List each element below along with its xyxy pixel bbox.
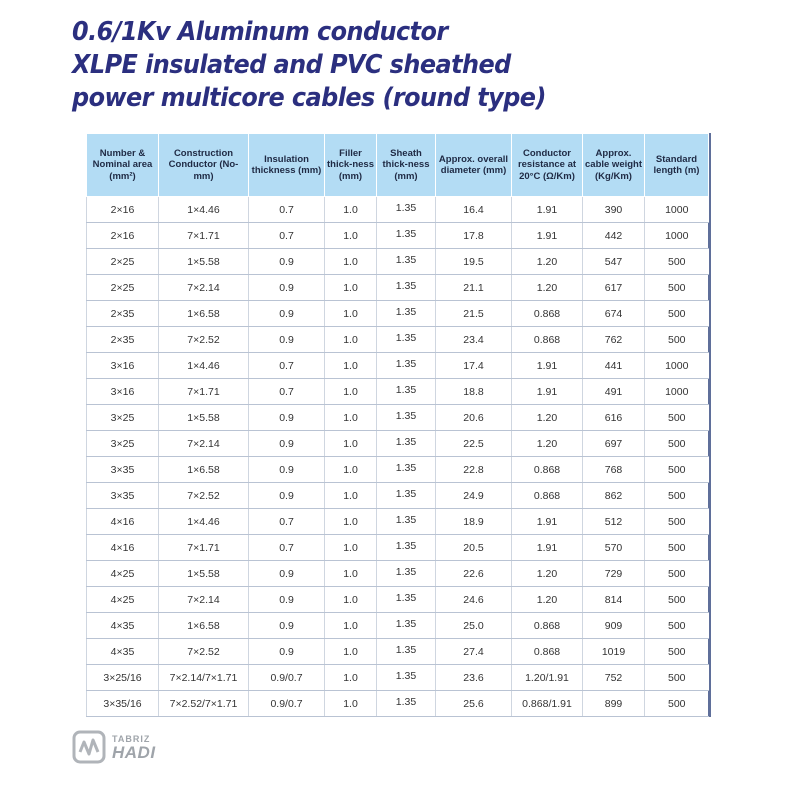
- header-cell: Insulation thickness (mm): [249, 134, 325, 197]
- table-cell: 2×35: [87, 301, 159, 327]
- table-cell: 1.35: [377, 587, 436, 613]
- table-cell: 1.0: [325, 665, 377, 691]
- table-row: [87, 613, 709, 639]
- table-cell: 22.5: [436, 431, 512, 457]
- header-cell: Approx. overall diameter (mm): [436, 134, 512, 197]
- table-cell: 24.9: [436, 483, 512, 509]
- table-cell: 0.9: [249, 431, 325, 457]
- table-cell: 22.6: [436, 561, 512, 587]
- table-cell: 2×25: [87, 249, 159, 275]
- table-cell: 7×2.14: [159, 587, 249, 613]
- table-cell: 1.20: [512, 405, 583, 431]
- table-cell: 1.35: [377, 691, 436, 717]
- table-cell: 1.0: [325, 639, 377, 665]
- table-cell: 3×25: [87, 405, 159, 431]
- table-cell: 697: [583, 431, 645, 457]
- table-row: [87, 587, 709, 613]
- table-cell: 0.9: [249, 249, 325, 275]
- table-cell: 4×25: [87, 561, 159, 587]
- table-cell: 4×16: [87, 535, 159, 561]
- table-cell: 500: [645, 483, 709, 509]
- table-cell: 0.9: [249, 457, 325, 483]
- table-cell: 16.4: [436, 197, 512, 223]
- table-row: [87, 353, 709, 379]
- cable-spec-table: [86, 133, 709, 717]
- table-cell: 7×2.14: [159, 275, 249, 301]
- title-line-2: XLPE insulated and PVC sheathed: [72, 50, 511, 80]
- table-cell: 491: [583, 379, 645, 405]
- table-cell: 0.9: [249, 483, 325, 509]
- table-cell: 500: [645, 457, 709, 483]
- table-cell: 7×2.14/7×1.71: [159, 665, 249, 691]
- table-cell: 1000: [645, 353, 709, 379]
- table-cell: 3×35/16: [87, 691, 159, 717]
- brand-logo: [72, 730, 182, 766]
- header-cell: Approx. cable weight (Kg/Km): [583, 134, 645, 197]
- table-cell: 1.35: [377, 613, 436, 639]
- table-cell: 1×6.58: [159, 457, 249, 483]
- table-cell: 0.868/1.91: [512, 691, 583, 717]
- table-cell: 1.0: [325, 223, 377, 249]
- table-cell: 0.7: [249, 509, 325, 535]
- table-cell: 500: [645, 639, 709, 665]
- table-cell: 500: [645, 509, 709, 535]
- table-cell: 1.20: [512, 249, 583, 275]
- table-cell: 1.0: [325, 405, 377, 431]
- table-cell: 500: [645, 431, 709, 457]
- table-cell: 0.9: [249, 405, 325, 431]
- page-title: [72, 16, 716, 115]
- table-cell: 1.0: [325, 509, 377, 535]
- table-cell: 0.7: [249, 379, 325, 405]
- table-row: [87, 405, 709, 431]
- header-cell: Number & Nominal area (mm²): [87, 134, 159, 197]
- table-cell: 1.91: [512, 223, 583, 249]
- title-line-3: power multicore cables (round type): [72, 83, 546, 113]
- table-cell: 3×25/16: [87, 665, 159, 691]
- header-cell: Construction Conductor (No-mm): [159, 134, 249, 197]
- table-cell: 1.0: [325, 587, 377, 613]
- header-cell: Standard length (m): [645, 134, 709, 197]
- table-cell: 500: [645, 561, 709, 587]
- table-cell: 1×5.58: [159, 561, 249, 587]
- table-cell: 1.35: [377, 249, 436, 275]
- table-cell: 21.5: [436, 301, 512, 327]
- table-cell: 814: [583, 587, 645, 613]
- table-cell: 1.35: [377, 353, 436, 379]
- title-line-1: 0.6/1Kv Aluminum conductor: [72, 17, 448, 47]
- table-cell: 500: [645, 275, 709, 301]
- table-header-row: [87, 134, 709, 197]
- table-cell: 1×4.46: [159, 353, 249, 379]
- table-cell: 1.0: [325, 483, 377, 509]
- table-cell: 18.9: [436, 509, 512, 535]
- table-cell: 1.0: [325, 249, 377, 275]
- cable-spec-table-frame: [86, 133, 711, 717]
- table-cell: 500: [645, 301, 709, 327]
- table-cell: 3×35: [87, 483, 159, 509]
- table-cell: 1×5.58: [159, 249, 249, 275]
- logo-text-top: TABRIZ: [112, 734, 151, 744]
- header-cell: Filler thick-ness (mm): [325, 134, 377, 197]
- table-cell: 1.0: [325, 431, 377, 457]
- table-cell: 1000: [645, 379, 709, 405]
- table-row: [87, 639, 709, 665]
- table-cell: 0.868: [512, 327, 583, 353]
- table-cell: 0.868: [512, 639, 583, 665]
- table-cell: 18.8: [436, 379, 512, 405]
- table-row: [87, 249, 709, 275]
- table-cell: 2×16: [87, 197, 159, 223]
- table-cell: 0.9/0.7: [249, 665, 325, 691]
- table-cell: 752: [583, 665, 645, 691]
- table-cell: 1.35: [377, 535, 436, 561]
- table-cell: 1.35: [377, 639, 436, 665]
- table-row: [87, 197, 709, 223]
- table-cell: 0.9: [249, 327, 325, 353]
- table-cell: 1.0: [325, 275, 377, 301]
- table-cell: 1.35: [377, 197, 436, 223]
- table-cell: 1.35: [377, 223, 436, 249]
- table-cell: 23.4: [436, 327, 512, 353]
- table-cell: 0.9: [249, 301, 325, 327]
- table-cell: 674: [583, 301, 645, 327]
- table-cell: 1.20/1.91: [512, 665, 583, 691]
- table-cell: 2×25: [87, 275, 159, 301]
- table-cell: 1.0: [325, 535, 377, 561]
- table-cell: 617: [583, 275, 645, 301]
- table-cell: 762: [583, 327, 645, 353]
- table-cell: 3×16: [87, 353, 159, 379]
- header-cell: Sheath thick-ness (mm): [377, 134, 436, 197]
- table-row: [87, 379, 709, 405]
- table-cell: 500: [645, 405, 709, 431]
- table-row: [87, 301, 709, 327]
- table-cell: 20.6: [436, 405, 512, 431]
- table-cell: 3×25: [87, 431, 159, 457]
- table-cell: 21.1: [436, 275, 512, 301]
- table-row: [87, 535, 709, 561]
- table-cell: 0.9: [249, 639, 325, 665]
- table-cell: 1019: [583, 639, 645, 665]
- logo-text-bottom: HADI: [112, 743, 156, 762]
- table-cell: 1.0: [325, 301, 377, 327]
- table-cell: 1.35: [377, 327, 436, 353]
- table-cell: 0.9: [249, 587, 325, 613]
- table-cell: 1.35: [377, 509, 436, 535]
- table-cell: 23.6: [436, 665, 512, 691]
- table-cell: 512: [583, 509, 645, 535]
- table-row: [87, 509, 709, 535]
- table-cell: 500: [645, 587, 709, 613]
- table-cell: 1.35: [377, 457, 436, 483]
- table-cell: 729: [583, 561, 645, 587]
- table-cell: 1.0: [325, 327, 377, 353]
- table-row: [87, 457, 709, 483]
- table-cell: 1.0: [325, 691, 377, 717]
- table-cell: 500: [645, 535, 709, 561]
- table-cell: 500: [645, 665, 709, 691]
- table-cell: 2×35: [87, 327, 159, 353]
- table-cell: 7×1.71: [159, 535, 249, 561]
- table-cell: 1×4.46: [159, 197, 249, 223]
- table-row: [87, 665, 709, 691]
- table-cell: 500: [645, 691, 709, 717]
- table-row: [87, 691, 709, 717]
- table-cell: 0.9: [249, 275, 325, 301]
- table-cell: 7×1.71: [159, 379, 249, 405]
- table-cell: 616: [583, 405, 645, 431]
- table-cell: 390: [583, 197, 645, 223]
- table-cell: 1.0: [325, 613, 377, 639]
- table-row: [87, 431, 709, 457]
- table-cell: 442: [583, 223, 645, 249]
- table-cell: 1×4.46: [159, 509, 249, 535]
- table-cell: 17.4: [436, 353, 512, 379]
- table-cell: 1.91: [512, 379, 583, 405]
- table-cell: 1.35: [377, 483, 436, 509]
- table-cell: 4×25: [87, 587, 159, 613]
- table-cell: 500: [645, 327, 709, 353]
- table-cell: 7×2.52: [159, 639, 249, 665]
- table-cell: 1×5.58: [159, 405, 249, 431]
- table-cell: 17.8: [436, 223, 512, 249]
- table-cell: 1.0: [325, 197, 377, 223]
- table-cell: 1.20: [512, 275, 583, 301]
- table-cell: 0.7: [249, 535, 325, 561]
- table-cell: 0.7: [249, 197, 325, 223]
- table-cell: 899: [583, 691, 645, 717]
- table-cell: 1.35: [377, 405, 436, 431]
- table-cell: 0.7: [249, 353, 325, 379]
- table-cell: 570: [583, 535, 645, 561]
- table-cell: 4×35: [87, 613, 159, 639]
- table-cell: 1.91: [512, 509, 583, 535]
- table-cell: 25.6: [436, 691, 512, 717]
- table-cell: 0.9: [249, 561, 325, 587]
- table-cell: 7×2.52: [159, 483, 249, 509]
- table-cell: 1.0: [325, 353, 377, 379]
- table-body: [87, 197, 709, 717]
- table-cell: 1.20: [512, 561, 583, 587]
- table-cell: 1.0: [325, 379, 377, 405]
- tabriz-hadi-logo-mark-icon: [72, 730, 106, 764]
- table-cell: 27.4: [436, 639, 512, 665]
- table-cell: 1.35: [377, 379, 436, 405]
- header-cell: Conductor resistance at 20°C (Ω/Km): [512, 134, 583, 197]
- table-cell: 1.91: [512, 197, 583, 223]
- table-cell: 0.868: [512, 301, 583, 327]
- table-cell: 22.8: [436, 457, 512, 483]
- table-cell: 7×2.14: [159, 431, 249, 457]
- table-cell: 19.5: [436, 249, 512, 275]
- table-cell: 0.7: [249, 223, 325, 249]
- table-cell: 24.6: [436, 587, 512, 613]
- table-cell: 862: [583, 483, 645, 509]
- table-cell: 0.9/0.7: [249, 691, 325, 717]
- table-cell: 4×35: [87, 639, 159, 665]
- table-cell: 547: [583, 249, 645, 275]
- table-cell: 4×16: [87, 509, 159, 535]
- table-cell: 1×6.58: [159, 301, 249, 327]
- table-cell: 1×6.58: [159, 613, 249, 639]
- table-cell: 1.35: [377, 561, 436, 587]
- table-cell: 500: [645, 249, 709, 275]
- table-cell: 441: [583, 353, 645, 379]
- table-cell: 1.35: [377, 665, 436, 691]
- table-cell: 0.868: [512, 613, 583, 639]
- table-cell: 7×2.52: [159, 327, 249, 353]
- table-cell: 1.20: [512, 431, 583, 457]
- table-cell: 3×35: [87, 457, 159, 483]
- table-cell: 7×2.52/7×1.71: [159, 691, 249, 717]
- table-cell: 1.35: [377, 431, 436, 457]
- table-cell: 2×16: [87, 223, 159, 249]
- table-cell: 1.91: [512, 535, 583, 561]
- table-cell: 1.91: [512, 353, 583, 379]
- table-row: [87, 275, 709, 301]
- table-cell: 1000: [645, 197, 709, 223]
- table-cell: 1.35: [377, 275, 436, 301]
- table-cell: 7×1.71: [159, 223, 249, 249]
- table-cell: 0.868: [512, 483, 583, 509]
- table-row: [87, 483, 709, 509]
- table-cell: 1000: [645, 223, 709, 249]
- table-cell: 0.868: [512, 457, 583, 483]
- table-cell: 25.0: [436, 613, 512, 639]
- table-cell: 20.5: [436, 535, 512, 561]
- table-row: [87, 561, 709, 587]
- table-cell: 909: [583, 613, 645, 639]
- table-cell: 768: [583, 457, 645, 483]
- table-row: [87, 327, 709, 353]
- table-cell: 1.0: [325, 561, 377, 587]
- table-cell: 1.20: [512, 587, 583, 613]
- table-cell: 1.0: [325, 457, 377, 483]
- table-cell: 1.35: [377, 301, 436, 327]
- table-cell: 0.9: [249, 613, 325, 639]
- table-row: [87, 223, 709, 249]
- table-cell: 3×16: [87, 379, 159, 405]
- table-cell: 500: [645, 613, 709, 639]
